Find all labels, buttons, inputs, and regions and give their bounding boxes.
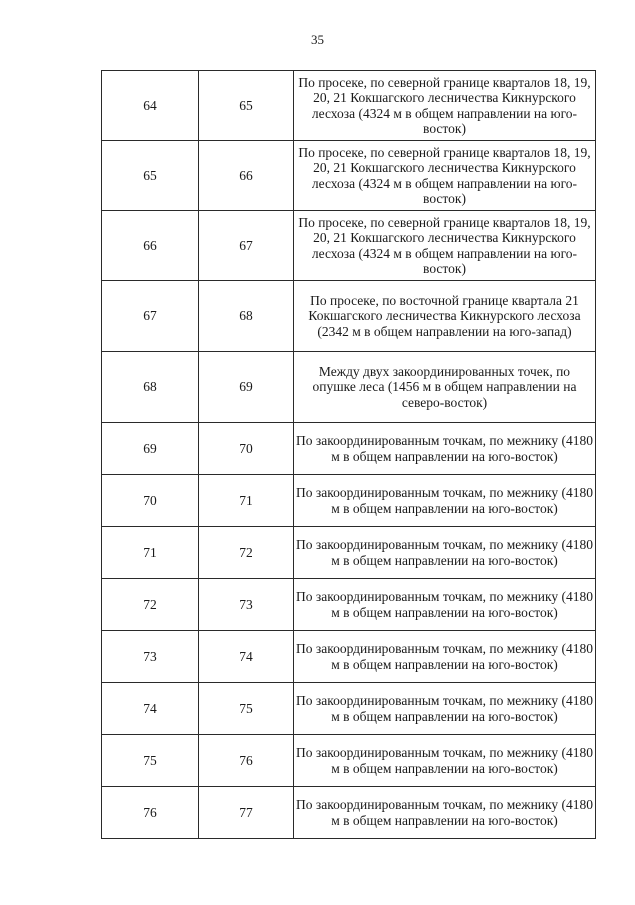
- to-point-cell: 69: [199, 352, 294, 423]
- to-point-cell: 75: [199, 683, 294, 735]
- to-point-cell: 65: [199, 71, 294, 141]
- to-point-cell: 76: [199, 735, 294, 787]
- boundary-table: [101, 70, 596, 839]
- description-cell: По закоординированным точкам, по межнику (4180 м в общем направлении на юго-восток): [294, 631, 596, 683]
- to-point-cell: 74: [199, 631, 294, 683]
- to-point-cell: 68: [199, 281, 294, 352]
- table-row: [102, 527, 596, 579]
- table-row: [102, 683, 596, 735]
- boundary-table-body: [102, 71, 596, 839]
- description-cell: По просеке, по восточной границе квартала 21 Кокшагского лесничества Кикнурского лесхоза (2342 м в общем направлении на юго-запад): [294, 281, 596, 352]
- from-point-cell: 76: [102, 787, 199, 839]
- description-cell: По просеке, по северной границе кварталов 18, 19, 20, 21 Кокшагского лесничества Кикнурского лесхоза (4324 м в общем направлении на юго-восток): [294, 211, 596, 281]
- description-cell: По просеке, по северной границе кварталов 18, 19, 20, 21 Кокшагского лесничества Кикнурского лесхоза (4324 м в общем направлении на юго-восток): [294, 141, 596, 211]
- table-row: [102, 787, 596, 839]
- description-cell: По закоординированным точкам, по межнику (4180 м в общем направлении на юго-восток): [294, 579, 596, 631]
- table-row: [102, 475, 596, 527]
- table-row: [102, 71, 596, 141]
- from-point-cell: 66: [102, 211, 199, 281]
- table-row: [102, 735, 596, 787]
- to-point-cell: 77: [199, 787, 294, 839]
- description-cell: По просеке, по северной границе кварталов 18, 19, 20, 21 Кокшагского лесничества Кикнурского лесхоза (4324 м в общем направлении на юго-восток): [294, 71, 596, 141]
- from-point-cell: 67: [102, 281, 199, 352]
- to-point-cell: 73: [199, 579, 294, 631]
- from-point-cell: 69: [102, 423, 199, 475]
- from-point-cell: 64: [102, 71, 199, 141]
- description-cell: По закоординированным точкам, по межнику (4180 м в общем направлении на юго-восток): [294, 735, 596, 787]
- description-cell: По закоординированным точкам, по межнику (4180 м в общем направлении на юго-восток): [294, 423, 596, 475]
- from-point-cell: 74: [102, 683, 199, 735]
- to-point-cell: 67: [199, 211, 294, 281]
- from-point-cell: 65: [102, 141, 199, 211]
- from-point-cell: 71: [102, 527, 199, 579]
- table-row: [102, 631, 596, 683]
- from-point-cell: 70: [102, 475, 199, 527]
- table-row: [102, 423, 596, 475]
- table-row: [102, 352, 596, 423]
- description-cell: По закоординированным точкам, по межнику (4180 м в общем направлении на юго-восток): [294, 475, 596, 527]
- from-point-cell: 73: [102, 631, 199, 683]
- table-row: [102, 579, 596, 631]
- to-point-cell: 72: [199, 527, 294, 579]
- page-number: 35: [311, 32, 324, 47]
- description-cell: По закоординированным точкам, по межнику (4180 м в общем направлении на юго-восток): [294, 683, 596, 735]
- from-point-cell: 75: [102, 735, 199, 787]
- table-row: [102, 141, 596, 211]
- to-point-cell: 66: [199, 141, 294, 211]
- description-cell: По закоординированным точкам, по межнику (4180 м в общем направлении на юго-восток): [294, 787, 596, 839]
- description-cell: По закоординированным точкам, по межнику (4180 м в общем направлении на юго-восток): [294, 527, 596, 579]
- table-row: [102, 211, 596, 281]
- to-point-cell: 71: [199, 475, 294, 527]
- from-point-cell: 72: [102, 579, 199, 631]
- to-point-cell: 70: [199, 423, 294, 475]
- from-point-cell: 68: [102, 352, 199, 423]
- description-cell: Между двух закоординированных точек, по опушке леса (1456 м в общем направлении на северо-восток): [294, 352, 596, 423]
- table-row: [102, 281, 596, 352]
